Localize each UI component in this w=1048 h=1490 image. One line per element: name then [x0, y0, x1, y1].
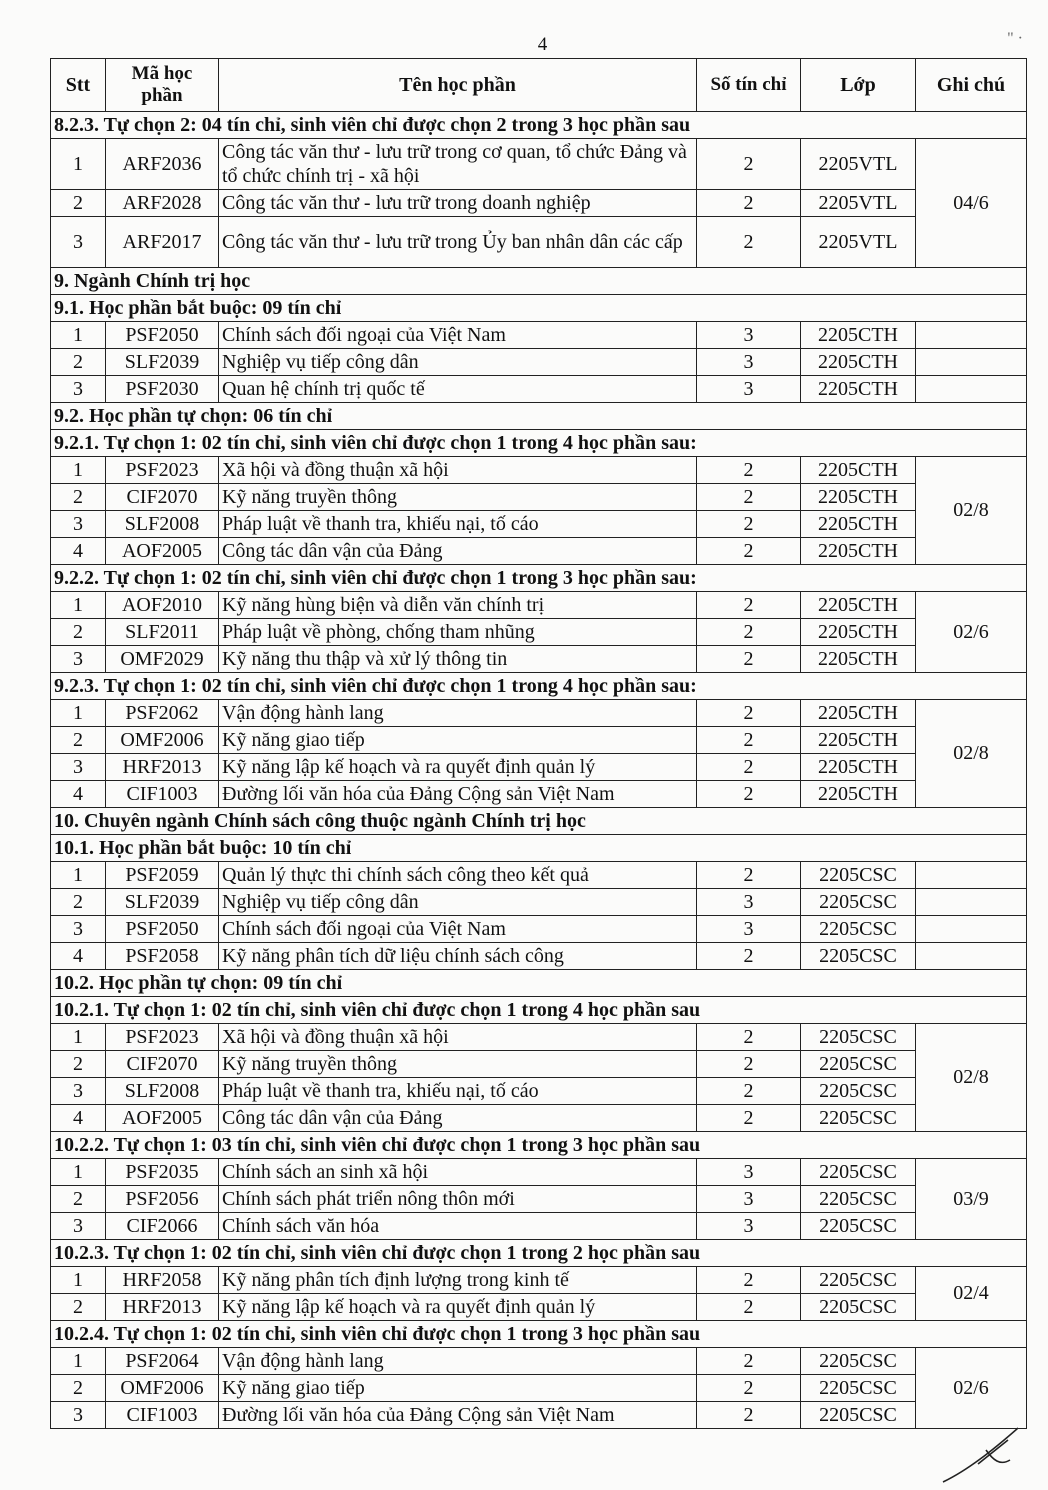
cell-course-code: PSF2035: [106, 1159, 219, 1186]
cell-credits: 2: [697, 1267, 801, 1294]
cell-note: [916, 862, 1027, 889]
cell-stt: 2: [51, 619, 106, 646]
header-note: Ghi chú: [916, 59, 1027, 112]
table-row: [51, 190, 1027, 217]
cell-course-code: SLF2008: [106, 1078, 219, 1105]
cell-course-code: PSF2062: [106, 700, 219, 727]
section-heading: 9.2.2. Tự chọn 1: 02 tín chỉ, sinh viên chỉ được chọn 1 trong 3 học phần sau:: [51, 565, 1027, 592]
cell-course-name: Chính sách đối ngoại của Việt Nam: [219, 916, 697, 943]
cell-course-code: PSF2030: [106, 376, 219, 403]
table-row: [51, 1078, 1027, 1105]
corner-mark: " ·: [1007, 30, 1023, 47]
cell-course-name: Chính sách phát triển nông thôn mới: [219, 1186, 697, 1213]
cell-class: 2205CSC: [801, 1375, 916, 1402]
cell-class: 2205CSC: [801, 916, 916, 943]
cell-course-name: Nghiệp vụ tiếp công dân: [219, 889, 697, 916]
cell-class: 2205CSC: [801, 1267, 916, 1294]
cell-course-code: SLF2011: [106, 619, 219, 646]
cell-note: [916, 376, 1027, 403]
cell-class: 2205VTL: [801, 190, 916, 217]
table-row: [51, 484, 1027, 511]
table-row: [51, 457, 1027, 484]
page-number: 4: [537, 34, 548, 55]
section-heading-row: [51, 403, 1027, 430]
section-heading: 10.2. Học phần tự chọn: 09 tín chỉ: [51, 970, 1027, 997]
table-row: [51, 1402, 1027, 1429]
table-row: [51, 889, 1027, 916]
cell-class: 2205CSC: [801, 862, 916, 889]
cell-class: 2205CTH: [801, 376, 916, 403]
cell-stt: 4: [51, 1105, 106, 1132]
cell-note: [916, 916, 1027, 943]
cell-course-code: CIF1003: [106, 1402, 219, 1429]
cell-credits: 2: [697, 1105, 801, 1132]
cell-credits: 2: [697, 1348, 801, 1375]
cell-note: 04/6: [916, 139, 1027, 268]
cell-class: 2205CTH: [801, 457, 916, 484]
cell-class: 2205CTH: [801, 700, 916, 727]
section-heading-row: [51, 835, 1027, 862]
table-row: [51, 646, 1027, 673]
cell-stt: 1: [51, 862, 106, 889]
cell-note: 02/6: [916, 592, 1027, 673]
cell-course-code: PSF2059: [106, 862, 219, 889]
cell-course-name: Kỹ năng phân tích dữ liệu chính sách công: [219, 943, 697, 970]
cell-note: 02/6: [916, 1348, 1027, 1429]
section-heading: 9.2.3. Tự chọn 1: 02 tín chỉ, sinh viên chỉ được chọn 1 trong 4 học phần sau:: [51, 673, 1027, 700]
cell-stt: 3: [51, 646, 106, 673]
cell-course-code: CIF2066: [106, 1213, 219, 1240]
header-credits: Số tín chỉ: [697, 59, 801, 112]
cell-stt: 2: [51, 1051, 106, 1078]
cell-course-name: Pháp luật về thanh tra, khiếu nại, tố cáo: [219, 1078, 697, 1105]
section-heading-row: [51, 997, 1027, 1024]
course-table: [50, 58, 1027, 1429]
table-row: [51, 1186, 1027, 1213]
cell-course-name: Đường lối văn hóa của Đảng Cộng sản Việt Nam: [219, 1402, 697, 1429]
cell-credits: 2: [697, 1078, 801, 1105]
cell-stt: 2: [51, 1294, 106, 1321]
cell-course-name: Xã hội và đồng thuận xã hội: [219, 1024, 697, 1051]
cell-credits: 2: [697, 1051, 801, 1078]
cell-course-name: Chính sách an sinh xã hội: [219, 1159, 697, 1186]
cell-credits: 3: [697, 322, 801, 349]
table-row: [51, 349, 1027, 376]
cell-course-code: AOF2005: [106, 538, 219, 565]
cell-class: 2205CTH: [801, 538, 916, 565]
cell-class: 2205CSC: [801, 1213, 916, 1240]
section-heading: 8.2.3. Tự chọn 2: 04 tín chỉ, sinh viên chỉ được chọn 2 trong 3 học phần sau: [51, 112, 1027, 139]
cell-course-name: Quản lý thực thi chính sách công theo kết quả: [219, 862, 697, 889]
cell-credits: 2: [697, 484, 801, 511]
table-row: [51, 1348, 1027, 1375]
cell-class: 2205CSC: [801, 889, 916, 916]
cell-course-name: Đường lối văn hóa của Đảng Cộng sản Việt Nam: [219, 781, 697, 808]
cell-credits: 3: [697, 349, 801, 376]
table-row: [51, 862, 1027, 889]
cell-credits: 2: [697, 727, 801, 754]
section-heading: 10.2.3. Tự chọn 1: 02 tín chỉ, sinh viên chỉ được chọn 1 trong 2 học phần sau: [51, 1240, 1027, 1267]
cell-stt: 3: [51, 376, 106, 403]
cell-note: [916, 943, 1027, 970]
cell-course-name: Nghiệp vụ tiếp công dân: [219, 349, 697, 376]
section-heading: 10.1. Học phần bắt buộc: 10 tín chỉ: [51, 835, 1027, 862]
section-heading-row: [51, 1132, 1027, 1159]
cell-stt: 3: [51, 1213, 106, 1240]
cell-course-code: PSF2023: [106, 1024, 219, 1051]
table-row: [51, 1159, 1027, 1186]
cell-course-code: ARF2017: [106, 217, 219, 268]
cell-course-name: Kỹ năng lập kế hoạch và ra quyết định quản lý: [219, 754, 697, 781]
cell-class: 2205CTH: [801, 781, 916, 808]
cell-credits: 3: [697, 916, 801, 943]
cell-course-code: PSF2023: [106, 457, 219, 484]
section-heading-row: [51, 268, 1027, 295]
cell-credits: 2: [697, 139, 801, 190]
cell-stt: 1: [51, 592, 106, 619]
cell-credits: 2: [697, 754, 801, 781]
cell-credits: 2: [697, 943, 801, 970]
cell-course-name: Vận động hành lang: [219, 1348, 697, 1375]
cell-stt: 2: [51, 727, 106, 754]
cell-credits: 2: [697, 457, 801, 484]
cell-credits: 2: [697, 862, 801, 889]
cell-credits: 2: [697, 619, 801, 646]
cell-stt: 4: [51, 781, 106, 808]
cell-credits: 2: [697, 646, 801, 673]
section-heading-row: [51, 808, 1027, 835]
section-heading: 10. Chuyên ngành Chính sách công thuộc ngành Chính trị học: [51, 808, 1027, 835]
cell-class: 2205CTH: [801, 754, 916, 781]
cell-course-code: OMF2029: [106, 646, 219, 673]
cell-note: [916, 349, 1027, 376]
cell-course-name: Công tác dân vận của Đảng: [219, 538, 697, 565]
section-heading-row: [51, 430, 1027, 457]
table-row: [51, 754, 1027, 781]
cell-class: 2205CSC: [801, 1402, 916, 1429]
cell-stt: 3: [51, 217, 106, 268]
table-row: [51, 781, 1027, 808]
cell-course-code: HRF2013: [106, 1294, 219, 1321]
cell-stt: 2: [51, 484, 106, 511]
cell-note: 02/8: [916, 457, 1027, 565]
cell-class: 2205CTH: [801, 619, 916, 646]
cell-course-name: Pháp luật về thanh tra, khiếu nại, tố cáo: [219, 511, 697, 538]
cell-course-name: Chính sách văn hóa: [219, 1213, 697, 1240]
cell-course-name: Kỹ năng lập kế hoạch và ra quyết định quản lý: [219, 1294, 697, 1321]
cell-note: [916, 889, 1027, 916]
cell-course-code: SLF2008: [106, 511, 219, 538]
cell-stt: 1: [51, 700, 106, 727]
table-row: [51, 1213, 1027, 1240]
cell-credits: 3: [697, 1186, 801, 1213]
cell-course-name: Chính sách đối ngoại của Việt Nam: [219, 322, 697, 349]
cell-stt: 1: [51, 457, 106, 484]
cell-stt: 3: [51, 916, 106, 943]
cell-stt: 2: [51, 1375, 106, 1402]
cell-course-name: Kỹ năng phân tích định lượng trong kinh tế: [219, 1267, 697, 1294]
cell-credits: 3: [697, 889, 801, 916]
cell-class: 2205CSC: [801, 1294, 916, 1321]
cell-class: 2205CTH: [801, 592, 916, 619]
cell-course-name: Vận động hành lang: [219, 700, 697, 727]
section-heading-row: [51, 565, 1027, 592]
cell-course-code: OMF2006: [106, 727, 219, 754]
table-body: [51, 112, 1027, 1429]
header-stt: Stt: [51, 59, 106, 112]
cell-class: 2205CSC: [801, 1159, 916, 1186]
cell-credits: 2: [697, 700, 801, 727]
cell-stt: 1: [51, 139, 106, 190]
signature-mark: [938, 1420, 1028, 1490]
cell-course-name: Kỹ năng thu thập và xử lý thông tin: [219, 646, 697, 673]
cell-course-name: Công tác dân vận của Đảng: [219, 1105, 697, 1132]
cell-course-name: Quan hệ chính trị quốc tế: [219, 376, 697, 403]
cell-stt: 1: [51, 1024, 106, 1051]
cell-stt: 1: [51, 1159, 106, 1186]
table-row: [51, 217, 1027, 268]
cell-class: 2205CSC: [801, 1024, 916, 1051]
cell-course-name: Kỹ năng hùng biện và diễn văn chính trị: [219, 592, 697, 619]
cell-credits: 2: [697, 1294, 801, 1321]
cell-course-code: HRF2058: [106, 1267, 219, 1294]
cell-class: 2205CTH: [801, 511, 916, 538]
cell-stt: 1: [51, 1267, 106, 1294]
table-header-row: [51, 59, 1027, 112]
table-row: [51, 1267, 1027, 1294]
cell-course-code: PSF2050: [106, 916, 219, 943]
section-heading-row: [51, 970, 1027, 997]
cell-course-code: PSF2064: [106, 1348, 219, 1375]
cell-credits: 3: [697, 1159, 801, 1186]
cell-note: 03/9: [916, 1159, 1027, 1240]
cell-class: 2205CSC: [801, 943, 916, 970]
cell-note: 02/8: [916, 700, 1027, 808]
section-heading-row: [51, 112, 1027, 139]
cell-stt: 1: [51, 1348, 106, 1375]
cell-stt: 1: [51, 322, 106, 349]
section-heading-row: [51, 295, 1027, 322]
cell-course-code: AOF2010: [106, 592, 219, 619]
cell-course-code: CIF2070: [106, 484, 219, 511]
cell-note: 02/4: [916, 1267, 1027, 1321]
section-heading: 10.2.4. Tự chọn 1: 02 tín chỉ, sinh viên chỉ được chọn 1 trong 3 học phần sau: [51, 1321, 1027, 1348]
cell-stt: 4: [51, 943, 106, 970]
cell-credits: 2: [697, 1375, 801, 1402]
cell-course-code: PSF2056: [106, 1186, 219, 1213]
cell-course-name: Công tác văn thư - lưu trữ trong Ủy ban nhân dân các cấp: [219, 217, 697, 268]
cell-stt: 3: [51, 1402, 106, 1429]
table-row: [51, 592, 1027, 619]
cell-stt: 2: [51, 349, 106, 376]
section-heading: 9. Ngành Chính trị học: [51, 268, 1027, 295]
cell-course-name: Kỹ năng giao tiếp: [219, 1375, 697, 1402]
cell-credits: 3: [697, 376, 801, 403]
section-heading: 9.2. Học phần tự chọn: 06 tín chỉ: [51, 403, 1027, 430]
cell-credits: 2: [697, 511, 801, 538]
table-row: [51, 1375, 1027, 1402]
header-class: Lớp: [801, 59, 916, 112]
cell-class: 2205CSC: [801, 1051, 916, 1078]
section-heading: 9.1. Học phần bắt buộc: 09 tín chỉ: [51, 295, 1027, 322]
table-row: [51, 916, 1027, 943]
cell-course-name: Kỹ năng giao tiếp: [219, 727, 697, 754]
cell-course-code: PSF2050: [106, 322, 219, 349]
table-row: [51, 322, 1027, 349]
cell-stt: 3: [51, 754, 106, 781]
header-code: Mã học phần: [106, 59, 219, 112]
cell-note: 02/8: [916, 1024, 1027, 1132]
cell-stt: 3: [51, 1078, 106, 1105]
section-heading: 9.2.1. Tự chọn 1: 02 tín chỉ, sinh viên chỉ được chọn 1 trong 4 học phần sau:: [51, 430, 1027, 457]
cell-credits: 2: [697, 781, 801, 808]
cell-stt: 2: [51, 190, 106, 217]
cell-class: 2205CSC: [801, 1105, 916, 1132]
cell-credits: 2: [697, 538, 801, 565]
cell-course-name: Công tác văn thư - lưu trữ trong cơ quan, tổ chức Đảng và tổ chức chính trị - xã hội: [219, 139, 697, 190]
cell-course-code: ARF2036: [106, 139, 219, 190]
cell-class: 2205CTH: [801, 484, 916, 511]
cell-stt: 4: [51, 538, 106, 565]
cell-credits: 2: [697, 592, 801, 619]
cell-course-code: HRF2013: [106, 754, 219, 781]
table-row: [51, 1051, 1027, 1078]
cell-course-code: SLF2039: [106, 349, 219, 376]
table-row: [51, 619, 1027, 646]
header-name: Tên học phần: [219, 59, 697, 112]
cell-class: 2205VTL: [801, 139, 916, 190]
cell-stt: 2: [51, 1186, 106, 1213]
cell-class: 2205CTH: [801, 727, 916, 754]
cell-class: 2205CSC: [801, 1186, 916, 1213]
cell-credits: 3: [697, 1213, 801, 1240]
table-row: [51, 727, 1027, 754]
cell-stt: 3: [51, 511, 106, 538]
cell-note: [916, 322, 1027, 349]
cell-class: 2205CSC: [801, 1348, 916, 1375]
cell-course-name: Kỹ năng truyền thông: [219, 1051, 697, 1078]
section-heading-row: [51, 673, 1027, 700]
cell-course-code: OMF2006: [106, 1375, 219, 1402]
cell-credits: 2: [697, 190, 801, 217]
table-row: [51, 1105, 1027, 1132]
table-row: [51, 700, 1027, 727]
cell-course-code: SLF2039: [106, 889, 219, 916]
cell-course-name: Pháp luật về phòng, chống tham nhũng: [219, 619, 697, 646]
cell-course-code: AOF2005: [106, 1105, 219, 1132]
section-heading: 10.2.1. Tự chọn 1: 02 tín chỉ, sinh viên chỉ được chọn 1 trong 4 học phần sau: [51, 997, 1027, 1024]
cell-course-name: Công tác văn thư - lưu trữ trong doanh nghiệp: [219, 190, 697, 217]
table-row: [51, 943, 1027, 970]
cell-class: 2205CTH: [801, 322, 916, 349]
cell-course-code: PSF2058: [106, 943, 219, 970]
section-heading-row: [51, 1240, 1027, 1267]
table-row: [51, 376, 1027, 403]
cell-course-code: CIF2070: [106, 1051, 219, 1078]
cell-credits: 2: [697, 1402, 801, 1429]
table-row: [51, 139, 1027, 190]
cell-class: 2205CSC: [801, 1078, 916, 1105]
table-row: [51, 538, 1027, 565]
table-row: [51, 511, 1027, 538]
cell-credits: 2: [697, 217, 801, 268]
cell-credits: 2: [697, 1024, 801, 1051]
cell-course-code: ARF2028: [106, 190, 219, 217]
cell-course-code: CIF1003: [106, 781, 219, 808]
table-row: [51, 1294, 1027, 1321]
cell-stt: 2: [51, 889, 106, 916]
cell-course-name: Xã hội và đồng thuận xã hội: [219, 457, 697, 484]
cell-class: 2205CTH: [801, 646, 916, 673]
cell-course-name: Kỹ năng truyền thông: [219, 484, 697, 511]
table-row: [51, 1024, 1027, 1051]
section-heading-row: [51, 1321, 1027, 1348]
cell-class: 2205CTH: [801, 349, 916, 376]
cell-class: 2205VTL: [801, 217, 916, 268]
section-heading: 10.2.2. Tự chọn 1: 03 tín chỉ, sinh viên chỉ được chọn 1 trong 3 học phần sau: [51, 1132, 1027, 1159]
